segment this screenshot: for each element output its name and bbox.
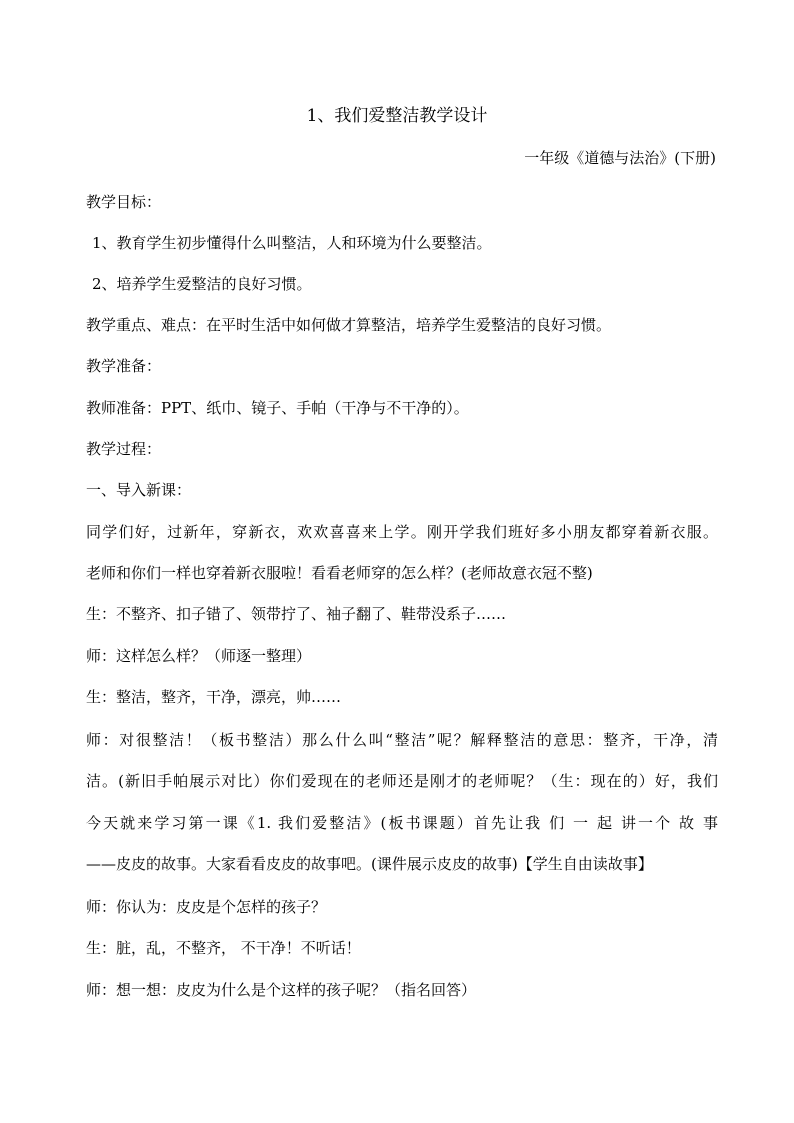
paragraph-section-intro: 一、导入新课： bbox=[86, 481, 192, 499]
paragraph-body-line: 今天就来学习第一课《1. 我们爱整洁》(板书课题）首先让我 们 一 起 讲一个 故 事 bbox=[86, 814, 718, 832]
paragraph-body-line: 老师和你们一样也穿着新衣服啦！看看老师穿的怎么样？(老师故意衣冠不整) bbox=[86, 564, 593, 582]
paragraph-teacher-preparation: 教师准备：PPT、纸巾、镜子、手帕（干净与不干净的）。 bbox=[86, 399, 469, 417]
paragraph-body-line: 师：对很整洁！（板书整洁）那么什么叫“整洁”呢？解释整洁的意思：整齐，干净，清 bbox=[86, 731, 718, 749]
paragraph-preparation: 教学准备： bbox=[86, 357, 162, 375]
paragraph-student-answer: 生：整洁，整齐，干净，漂亮，帅…… bbox=[86, 688, 342, 706]
paragraph-teacher-question: 师：想一想：皮皮为什么是个这样的孩子呢？（指名回答） bbox=[86, 981, 477, 999]
paragraph-teacher-question: 师：这样怎么样？（师逐一整理） bbox=[86, 647, 312, 665]
paragraph-goal-2: 2、培养学生爱整洁的良好习惯。 bbox=[92, 275, 312, 293]
paragraph-teacher-question: 师：你认为：皮皮是个怎样的孩子？ bbox=[86, 898, 327, 916]
document-subtitle: 一年级《道德与法治》(下册) bbox=[524, 149, 716, 167]
paragraph-goal-1: 1、教育学生初步懂得什么叫整洁，人和环境为什么要整洁。 bbox=[92, 234, 492, 252]
document-title: 1、我们爱整洁教学设计 bbox=[306, 106, 488, 126]
paragraph-student-answer: 生：脏，乱，不整齐， 不干净！不听话！ bbox=[86, 939, 361, 957]
paragraph-body-line: ——皮皮的故事。大家看看皮皮的故事吧。(课件展示皮皮的故事)【学生自由读故事】 bbox=[86, 855, 653, 873]
paragraph-body-line: 同学们好，过新年，穿新衣，欢欢喜喜来上学。刚开学我们班好多小朋友都穿着新衣服。 bbox=[86, 523, 718, 541]
paragraph-teaching-goals: 教学目标： bbox=[86, 193, 162, 211]
paragraph-student-answer: 生：不整齐、扣子错了、领带拧了、袖子翻了、鞋带没系子…… bbox=[86, 605, 507, 623]
paragraph-body-line: 洁。(新旧手帕展示对比）你们爱现在的老师还是刚才的老师呢？（生：现在的）好，我们 bbox=[86, 772, 718, 790]
paragraph-key-points: 教学重点、难点：在平时生活中如何做才算整洁，培养学生爱整洁的良好习惯。 bbox=[86, 316, 612, 334]
paragraph-teaching-process: 教学过程： bbox=[86, 440, 162, 458]
